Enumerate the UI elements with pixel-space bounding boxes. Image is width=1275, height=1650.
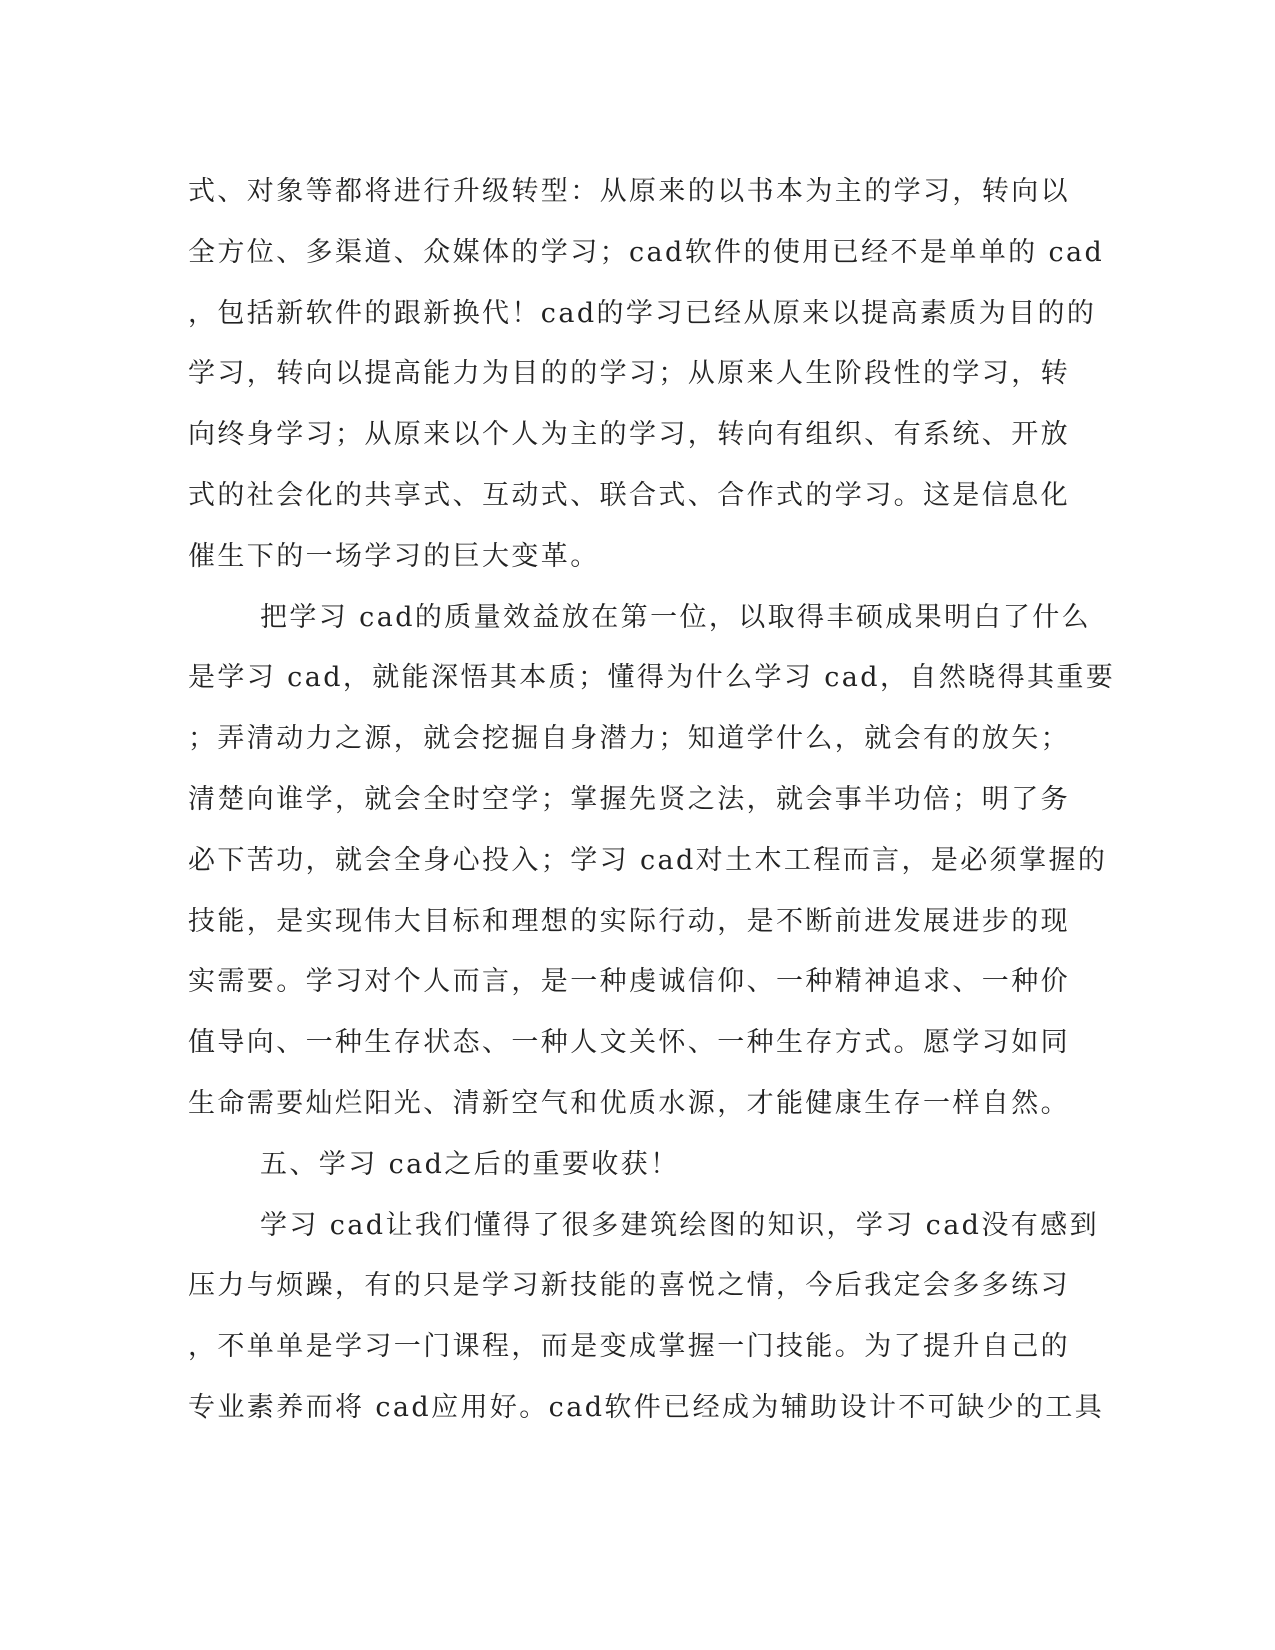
text-line: 实需要。学习对个人而言，是一种虔诚信仰、一种精神追求、一种价 [188, 966, 1070, 998]
paragraph-start-line: 把学习 cad的质量效益放在第一位，以取得丰硕成果明白了什么 [260, 601, 1092, 633]
section-heading: 五、学习 cad之后的重要收获！ [260, 1148, 680, 1180]
body-text [188, 162, 1116, 1439]
text-line: 压力与烦躁，有的只是学习新技能的喜悦之情，今后我定会多多练习 [188, 1270, 1070, 1302]
text-line: ，包括新软件的跟新换代！cad的学习已经从原来以提高素质为目的的 [188, 297, 1097, 329]
text-line: 值导向、一种生存状态、一种人文关怀、一种生存方式。愿学习如同 [188, 1027, 1070, 1059]
text-line: 式、对象等都将进行升级转型：从原来的以书本为主的学习，转向以 [188, 176, 1070, 207]
text-line: 必下苦功，就会全身心投入；学习 cad对土木工程而言，是必须掌握的 [188, 844, 1108, 876]
text-line: 专业素养而将 cad应用好。cad软件已经成为辅助设计不可缺少的工具 [188, 1391, 1105, 1423]
text-line: ，不单单是学习一门课程，而是变成掌握一门技能。为了提升自己的 [188, 1331, 1070, 1363]
text-line: 是学习 cad，就能深悟其本质；懂得为什么学习 cad，自然晓得其重要 [188, 662, 1116, 694]
text-line: 技能，是实现伟大目标和理想的实际行动，是不断前进发展进步的现 [188, 905, 1070, 937]
text-line: ；弄清动力之源，就会挖掘自身潜力；知道学什么，就会有的放矢； [188, 723, 1070, 755]
text-line: 催生下的一场学习的巨大变革。 [188, 540, 600, 572]
text-line: 清楚向谁学，就会全时空学；掌握先贤之法，就会事半功倍；明了务 [188, 783, 1070, 815]
paragraph-start-line: 学习 cad让我们懂得了很多建筑绘图的知识，学习 cad没有感到 [260, 1209, 1099, 1241]
text-line: 向终身学习；从原来以个人为主的学习，转向有组织、有系统、开放 [188, 419, 1070, 451]
text-line: 生命需要灿烂阳光、清新空气和优质水源，才能健康生存一样自然。 [188, 1087, 1070, 1119]
text-line: 全方位、多渠道、众媒体的学习；cad软件的使用已经不是单单的 cad [188, 236, 1105, 268]
text-line: 式的社会化的共享式、互动式、联合式、合作式的学习。这是信息化 [188, 479, 1070, 511]
text-line: 学习，转向以提高能力为目的的学习；从原来人生阶段性的学习，转 [188, 358, 1070, 390]
